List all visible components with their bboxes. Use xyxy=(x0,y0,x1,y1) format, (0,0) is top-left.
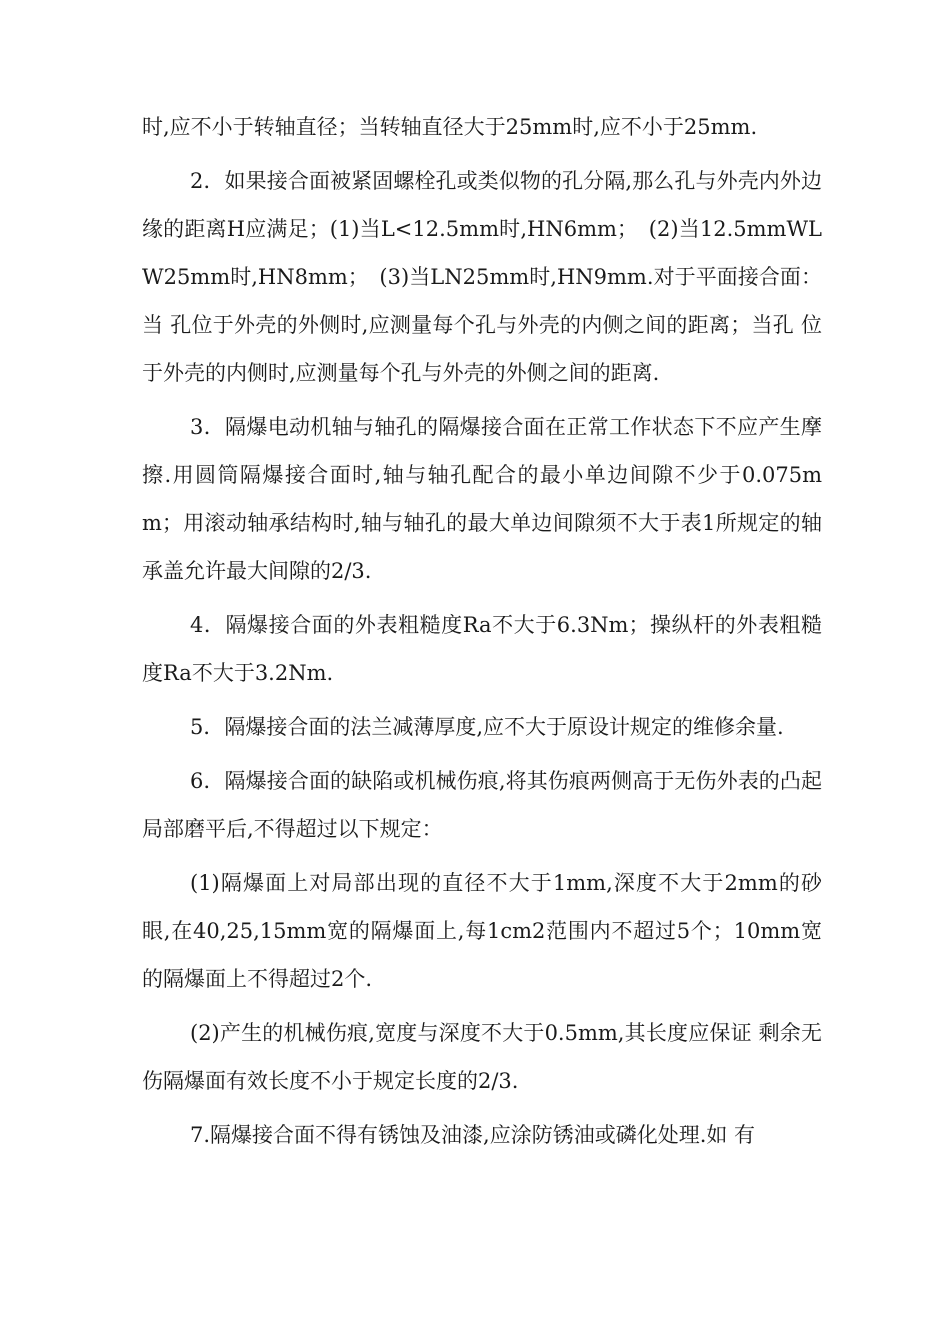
paragraph-item-4: 4．隔爆接合面的外表粗糙度Ra不大于6.3Nm；操纵杆的外表粗糙度Ra不大于3.2Nm. xyxy=(142,613,822,685)
document-body xyxy=(142,103,822,1165)
paragraph-subitem-1: (1)隔爆面上对局部出现的直径不大于1mm,深度不大于2mm的砂眼,在40,25,15mm宽的隔爆面上,每1cm2范围内不超过5个；10mm宽的隔爆面上不得超过2个. xyxy=(142,871,822,991)
paragraph-item-3: 3．隔爆电动机轴与轴孔的隔爆接合面在正常工作状态下不应产生摩擦.用圆筒隔爆接合面时,轴与轴孔配合的最小单边间隙不少于0.075mm；用滚动轴承结构时,轴与轴孔的最大单边间隙须不大于表1所规定的轴承盖允许最大间隙的2/3. xyxy=(142,415,822,583)
paragraph-item-2: 2．如果接合面被紧固螺栓孔或类似物的孔分隔,那么孔与外壳内外边缘的距离H应满足；(1)当L<12.5mm时,HN6mm； (2)当12.5mmWLW25mm时,HN8mm； (3)当LN25mm时,HN9mm.对于平面接合面：当 孔位于外壳的外侧时,应测量每个孔与外壳的内侧之间的距离；当孔 位于外壳的内侧时,应测量每个孔与外壳的外侧之间的距离. xyxy=(142,169,822,385)
paragraph-item-5: 5．隔爆接合面的法兰减薄厚度,应不大于原设计规定的维修余量. xyxy=(190,715,784,739)
paragraph-item-7: 7.隔爆接合面不得有锈蚀及油漆,应涂防锈油或磷化处理.如 有 xyxy=(190,1123,756,1147)
paragraph-item-6: 6．隔爆接合面的缺陷或机械伤痕,将其伤痕两侧高于无伤外表的凸起局部磨平后,不得超过以下规定： xyxy=(142,769,822,841)
paragraph-continuation: 时,应不小于转轴直径；当转轴直径大于25mm时,应不小于25mm. xyxy=(142,115,758,139)
paragraph-subitem-2: (2)产生的机械伤痕,宽度与深度不大于0.5mm,其长度应保证 剩余无伤隔爆面有效长度不小于规定长度的2/3. xyxy=(142,1021,822,1093)
